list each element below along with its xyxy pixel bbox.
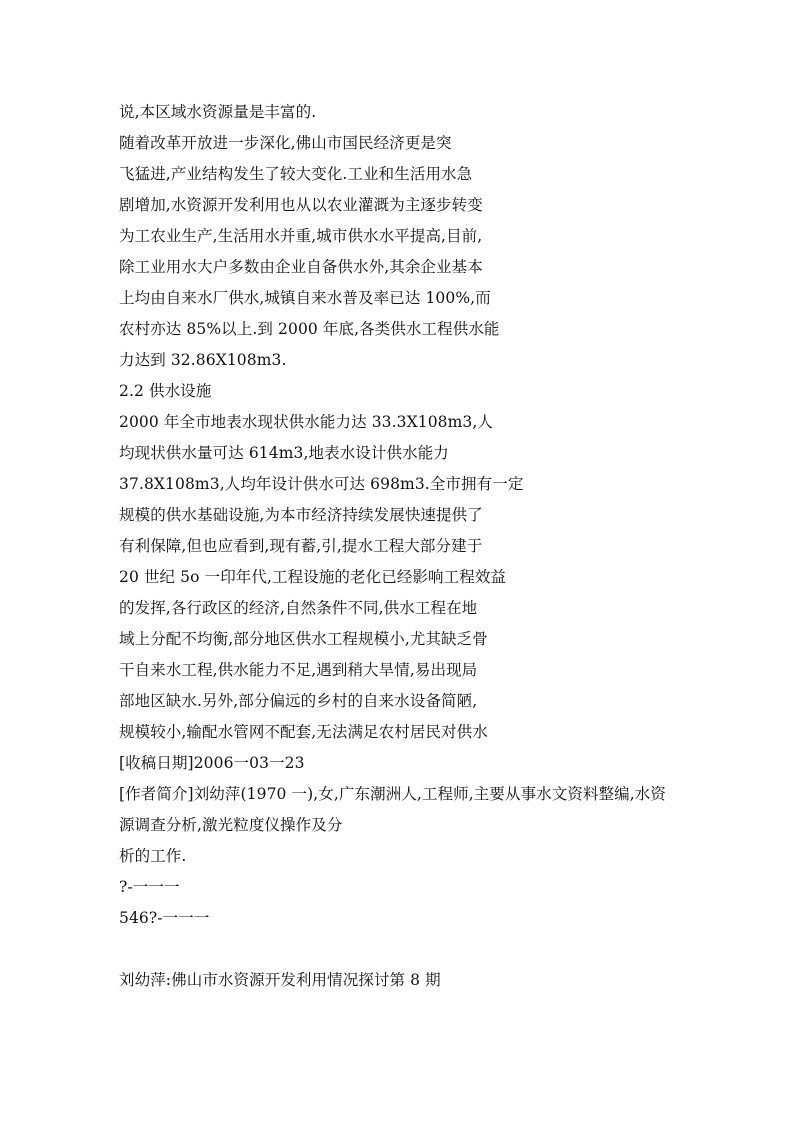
body-text-line: 部地区缺水.另外,部分偏远的乡村的自来水设备简陋, [119,692,478,710]
body-text-line: 除工业用水大户多数由企业自备供水外,其余企业基本 [119,258,483,276]
body-text-line: 上均由自来水厂供水,城镇自来水普及率已达 100%,而 [119,289,491,307]
body-text-line: 均现状供水量可达 614m3,地表水设计供水能力 [119,444,449,462]
body-text-line: 2000 年全市地表水现状供水能力达 33.3X108m3,人 [119,413,494,431]
body-text-line: 为工农业生产,生活用水并重,城市供水水平提高,目前, [119,227,483,245]
body-text-line: 37.8X108m3,人均年设计供水可达 698m3.全市拥有一定 [119,475,524,493]
body-text-line: 剧增加,水资源开发利用也从以农业灌溉为主逐步转变 [119,196,483,214]
author-bio-end: 析的工作. [119,847,187,865]
body-text-line: 规模较小,输配水管网不配套,无法满足农村居民对供水 [119,723,488,741]
page-number-marker: 546?-一一一 [119,909,210,927]
body-text-line: 域上分配不均衡,部分地区供水工程规模小,尤其缺乏骨 [119,630,488,648]
author-bio-continued: 源调查分析,激光粒度仪操作及分 [119,816,343,834]
body-text-line: 规模的供水基础设施,为本市经济持续发展快速提供了 [119,506,483,524]
body-text-line: 随着改革开放进一步深化,佛山市国民经济更是突 [119,134,452,152]
body-text-line: 有利保障,但也应看到,现有蓄,引,提水工程大部分建于 [119,537,483,555]
body-text-line: 力达到 32.86X108m3. [119,351,287,369]
section-heading: 2.2 供水设施 [119,382,212,400]
running-footer: 刘幼萍:佛山市水资源开发利用情况探讨第 8 期 [119,971,441,989]
author-bio: [作者简介]刘幼萍(1970 一),女,广东潮洲人,工程师,主要从事水文资料整编,水资 [119,785,666,803]
body-text-line: 说,本区域水资源量是丰富的. [119,103,317,121]
body-text-line: 农村亦达 85%以上.到 2000 年底,各类供水工程供水能 [119,320,500,338]
body-text-line: 的发挥,各行政区的经济,自然条件不同,供水工程在地 [119,599,478,617]
body-text-line: 干自来水工程,供水能力不足,遇到稍大旱情,易出现局 [119,661,478,679]
body-text-line: 20 世纪 5o 一印年代,工程设施的老化已经影响工程效益 [119,568,507,586]
body-text-line: 飞猛进,产业结构发生了较大变化.工业和生活用水急 [119,165,473,183]
page-marker: ?-一一一 [119,878,180,896]
received-date: [收稿日期]2006一03一23 [119,754,305,772]
